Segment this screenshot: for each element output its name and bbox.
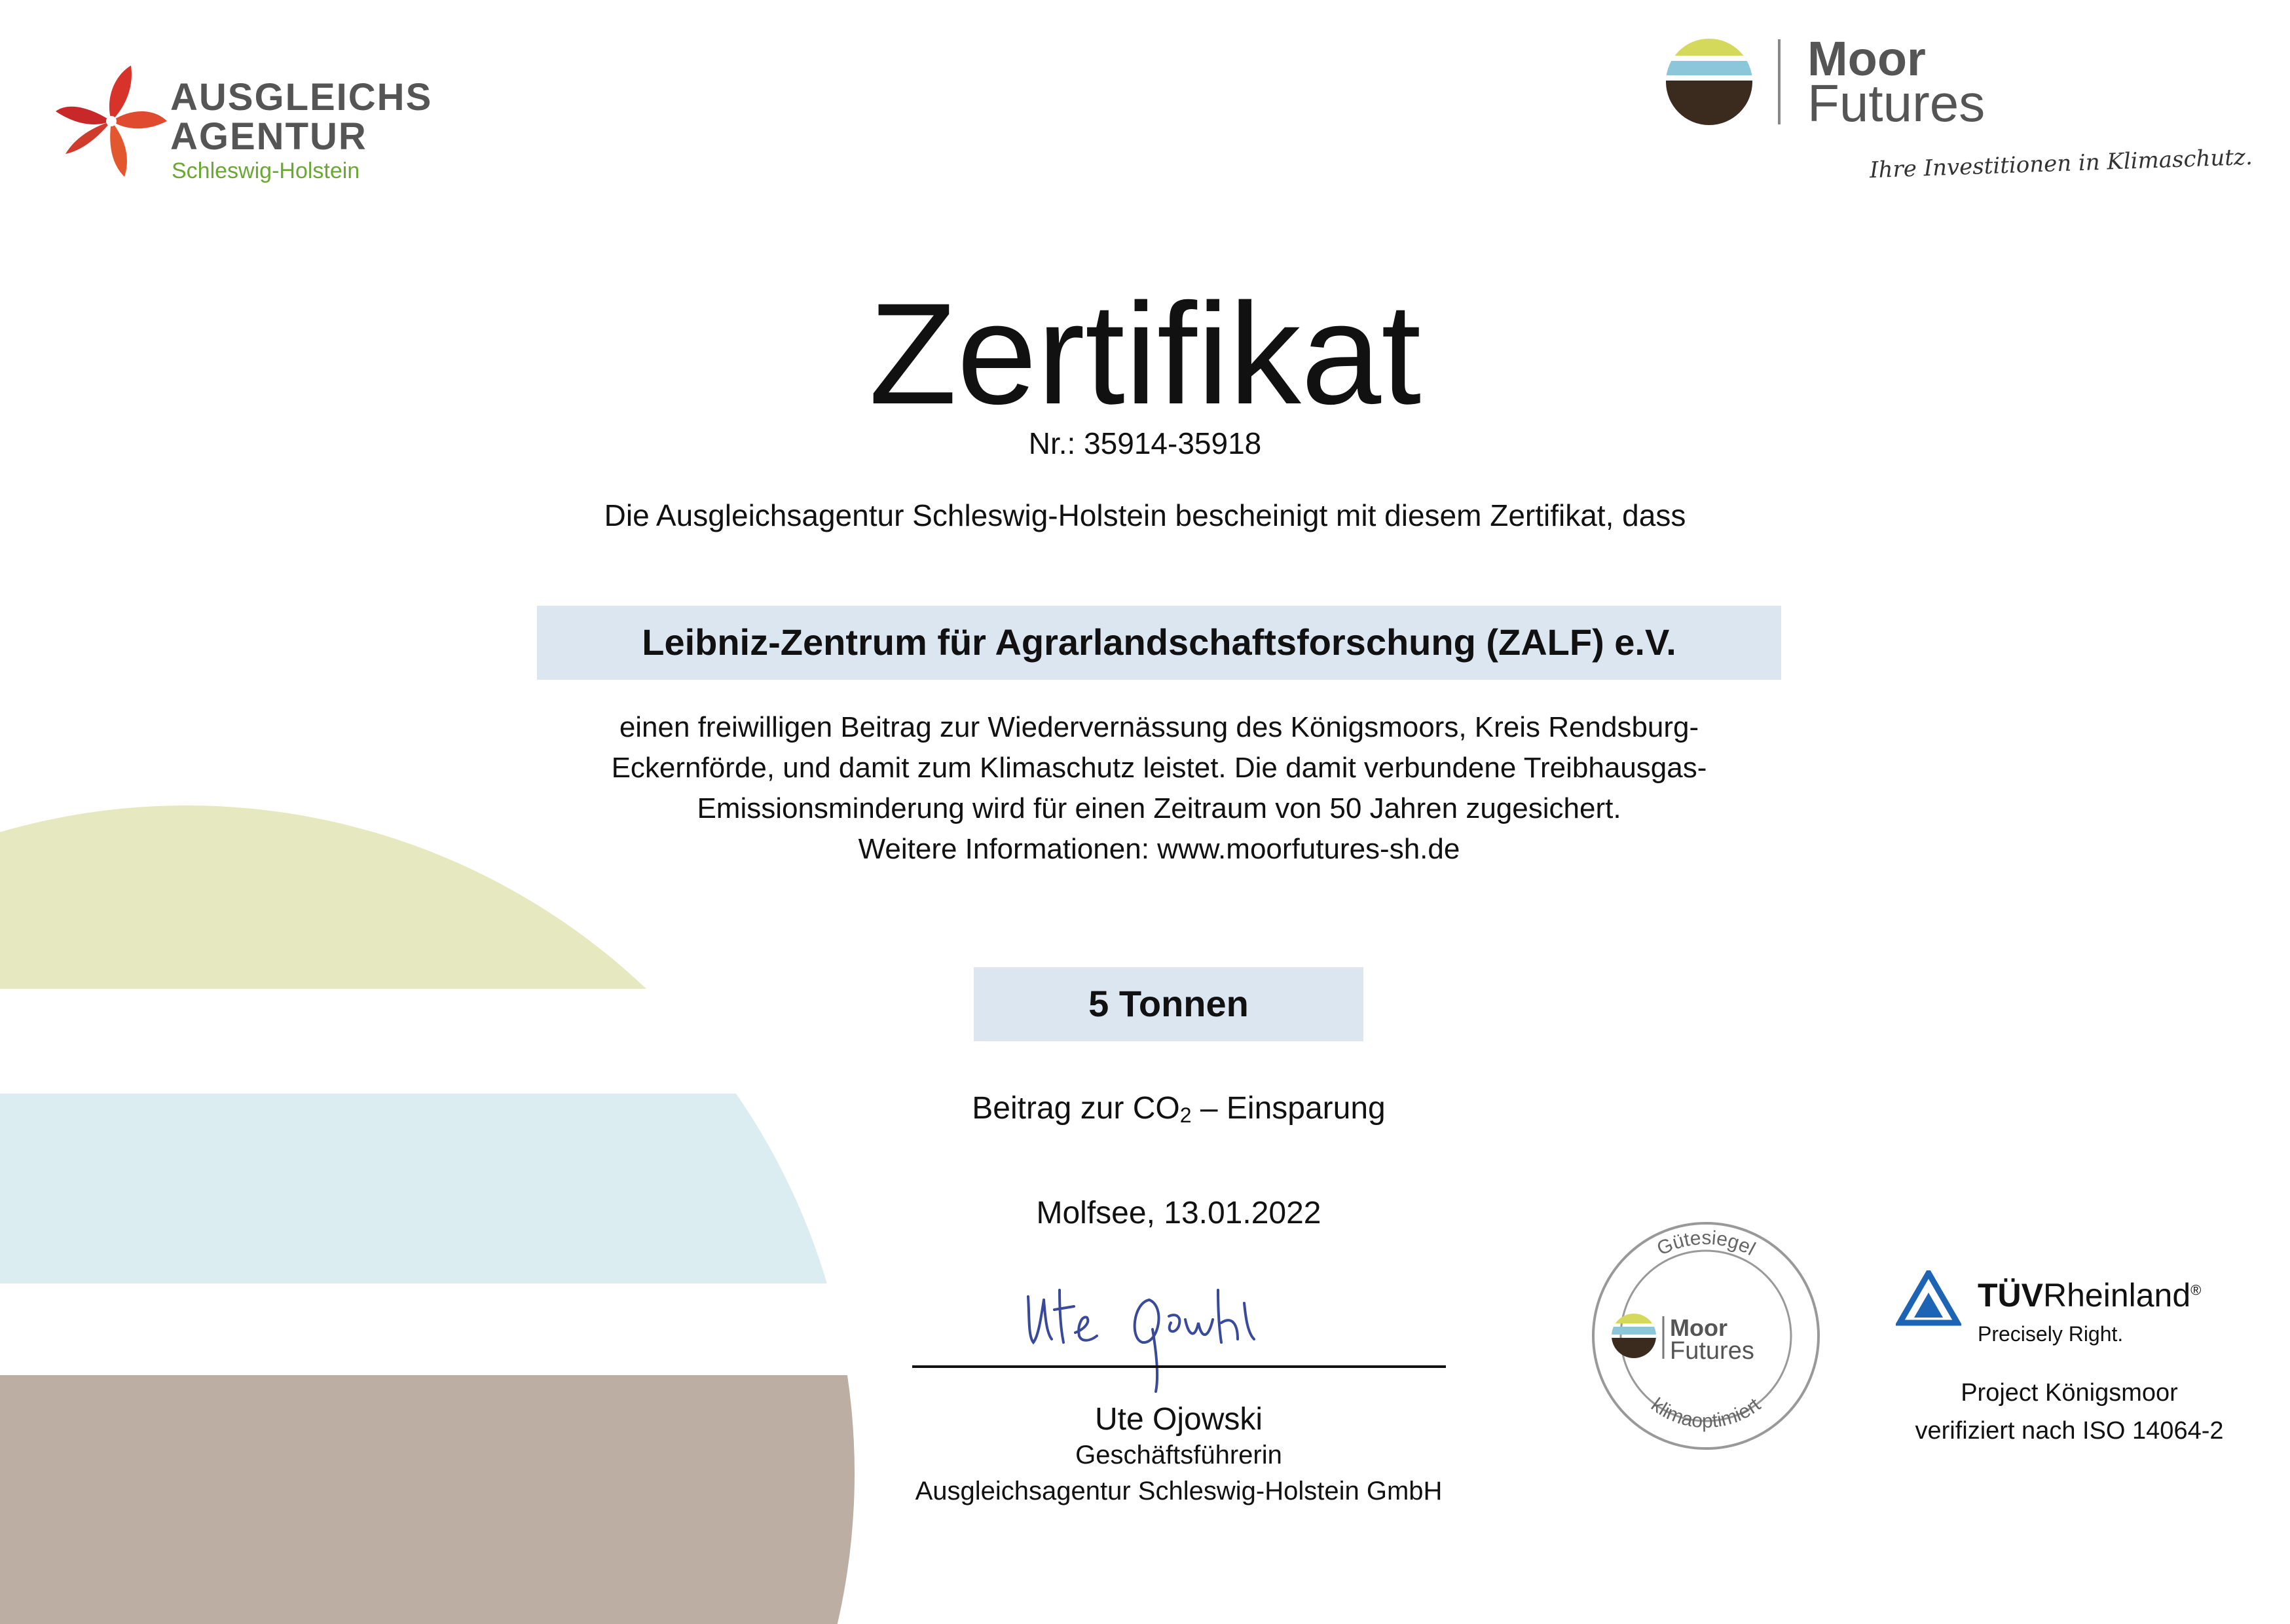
description-info-link: Weitere Informationen: www.moorfutures-sh.de: [858, 833, 1460, 865]
moorfutures-moor-text: Moor: [1807, 31, 1926, 86]
moorfutures-futures-text: Futures: [1807, 74, 1985, 132]
tuv-triangle-icon: [1896, 1270, 1961, 1329]
moorfutures-circle-icon: [1663, 36, 1755, 128]
ausgleichsagentur-logo: [56, 65, 433, 190]
verification-note: [1873, 1374, 2266, 1450]
seal-top-text: Gütesiegel: [1653, 1227, 1759, 1261]
certificate-number: Nr.: 35914-35918: [1028, 426, 1262, 460]
background-decoration: [0, 773, 864, 1624]
signatory-name: Ute Ojowski: [1094, 1402, 1263, 1437]
seal-moor-text: Moor: [1670, 1314, 1727, 1341]
flower-logo-icon: [56, 65, 167, 177]
handwritten-signature: [1022, 1277, 1310, 1395]
signatory-role: Geschäftsführerin: [1075, 1441, 1282, 1469]
logo-divider: [1778, 39, 1781, 124]
contribution-pre: Beitrag zur CO: [972, 1091, 1180, 1126]
quality-seal: [1588, 1218, 1824, 1454]
recipient-name: Leibniz-Zentrum für Agrarlandschaftsforschung (ZALF) e.V.: [642, 621, 1676, 663]
description-line: einen freiwilligen Beitrag zur Wiedervernässung des Königsmoors, Kreis Rendsburg-: [619, 711, 1699, 743]
signature-line: [912, 1365, 1446, 1368]
agency-logo-line2: AGENTUR: [170, 115, 367, 158]
certificate-title: Zertifikat: [868, 273, 1422, 434]
moorfutures-tagline: Ihre Investitionen in Klimaschutz.: [1869, 143, 2253, 184]
verification-line: Project Königsmoor: [1961, 1379, 2178, 1407]
tuv-logo: [1896, 1267, 2236, 1352]
contribution-label: [851, 1090, 1506, 1128]
place-date: Molfsee, 13.01.2022: [1036, 1196, 1321, 1230]
seal-futures-text: Futures: [1670, 1337, 1754, 1365]
tuv-slogan: Precisely Right.: [1978, 1322, 2124, 1346]
certificate-description: [511, 707, 1807, 870]
description-line: Eckernförde, und damit zum Klimaschutz leistet. Die damit verbundene Treibhausgas-: [611, 752, 1707, 784]
moorfutures-logo: [1663, 31, 2253, 190]
agency-logo-line1: AUSGLEICHS: [170, 76, 433, 119]
certificate-intro: Die Ausgleichsagentur Schleswig-Holstein bescheinigt mit diesem Zertifikat, dass: [604, 498, 1686, 532]
contribution-post: – Einsparung: [1191, 1091, 1386, 1126]
tuv-name: TÜVRheinland®: [1978, 1277, 2202, 1314]
description-line: Emissionsminderung wird für einen Zeitraum von 50 Jahren zugesichert.: [697, 792, 1621, 824]
agency-logo-line3: Schleswig-Holstein: [172, 158, 360, 183]
co2-subscript: 2: [1179, 1103, 1192, 1127]
verification-line: verifiziert nach ISO 14064-2: [1915, 1417, 2224, 1445]
co2-amount: 5 Tonnen: [1088, 983, 1249, 1024]
seal-bottom-text: klimaoptimiert: [1647, 1393, 1765, 1433]
signatory-organization: Ausgleichsagentur Schleswig-Holstein GmbH: [915, 1477, 1443, 1505]
